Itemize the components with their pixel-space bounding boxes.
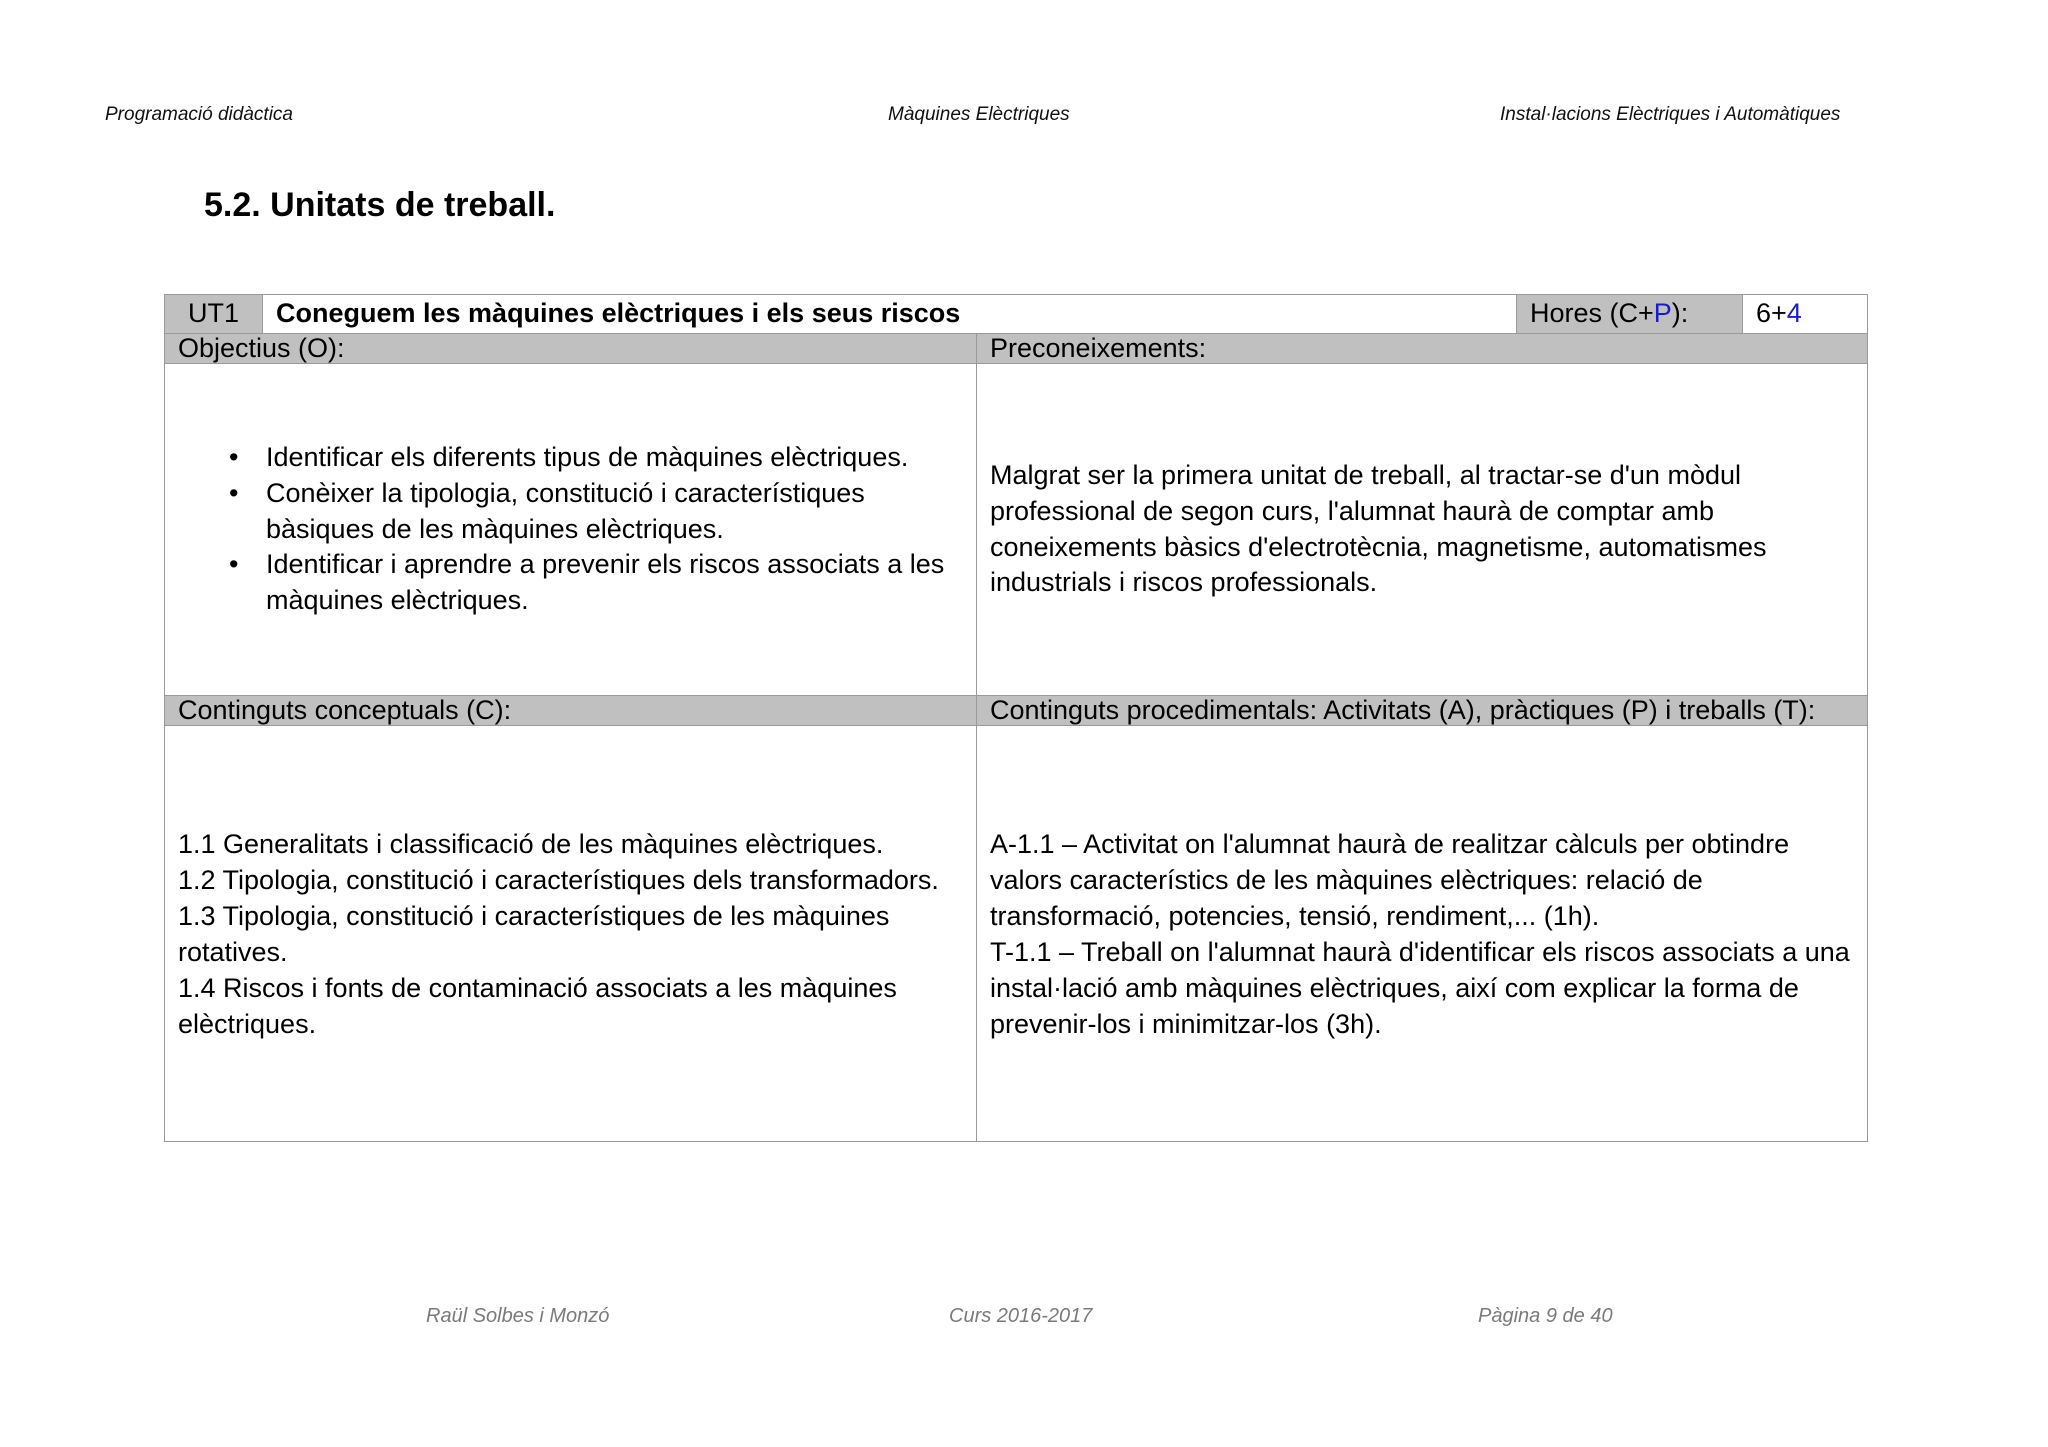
hours-label-prefix: Hores (C+ [1530, 298, 1654, 329]
unit-header-row [165, 295, 1868, 334]
prior-knowledge-text: Malgrat ser la primera unitat de treball, al tractar-se d'un mòdul professional de segon curs, l'alumnat haurà de comptar amb coneixements bàsics d'electrotècnia, magnetisme, automatismes industrials i riscos professionals. [990, 460, 1767, 598]
objective-item: • Conèixer la tipologia, constitució i característiques bàsiques de les màquines elèctriques. [229, 476, 963, 547]
hours-value [1743, 295, 1868, 334]
unit-code: UT1 [165, 295, 263, 334]
footer-author: Raül Solbes i Monzó [426, 1305, 610, 1327]
hours-label [1517, 295, 1743, 334]
prior-knowledge-cell [977, 364, 1868, 696]
header-right: Instal·lacions Elèctriques i Automàtiques [1500, 104, 1841, 125]
procedural-list [990, 826, 1854, 1042]
footer-course: Curs 2016-2017 [949, 1305, 1093, 1327]
objective-item: • Identificar i aprendre a prevenir els riscos associats a les màquines elèctriques. [229, 547, 963, 618]
hours-value-p: 4 [1786, 298, 1802, 329]
content-row-1 [165, 364, 1868, 696]
header-center: Màquines Elèctriques [888, 104, 1070, 125]
objectives-cell [165, 364, 977, 696]
header-left: Programació didàctica [105, 104, 293, 125]
objectives-list [178, 440, 963, 618]
objectives-label: Objectius (O): [165, 334, 977, 364]
hours-label-p: P [1653, 298, 1672, 329]
conceptual-cell [165, 726, 977, 1142]
procedural-item: A-1.1 – Activitat on l'alumnat haurà de realitzar càlculs per obtindre valors característics de les màquines elèctriques: relació de transformació, potencies, tensió, rendiment,... (1h). [990, 828, 1790, 931]
label-row-2 [165, 696, 1868, 726]
conceptual-item: 1.1 Generalitats i classificació de les màquines elèctriques. [178, 828, 884, 859]
hours-label-suffix: ): [1671, 298, 1689, 329]
conceptual-item: 1.2 Tipologia, constitució i característiques dels transformadors. [178, 864, 939, 895]
prior-knowledge-label: Preconeixements: [977, 334, 1868, 364]
unit-table [164, 294, 1868, 1142]
conceptual-label: Continguts conceptuals (C): [165, 696, 977, 726]
conceptual-item: 1.4 Riscos i fonts de contaminació associats a les màquines elèctriques. [178, 972, 897, 1039]
procedural-cell [977, 726, 1868, 1142]
content-row-2 [165, 726, 1868, 1142]
unit-title: Coneguem les màquines elèctriques i els seus riscos [263, 295, 1517, 334]
label-row-1 [165, 334, 1868, 364]
conceptual-item: 1.3 Tipologia, constitució i característiques de les màquines rotatives. [178, 900, 890, 967]
footer-page: Pàgina 9 de 40 [1478, 1305, 1613, 1327]
conceptual-list [178, 826, 963, 1042]
objective-item: • Identificar els diferents tipus de màquines elèctriques. [229, 440, 963, 476]
section-title: 5.2. Unitats de treball. [204, 186, 556, 224]
hours-value-c: 6+ [1756, 298, 1787, 329]
procedural-item: T-1.1 – Treball on l'alumnat haurà d'identificar els riscos associats a una instal·lació amb màquines elèctriques, així com explicar la forma de prevenir-los i minimitzar-los (3h). [990, 936, 1850, 1039]
procedural-label: Continguts procedimentals: Activitats (A), pràctiques (P) i treballs (T): [977, 696, 1868, 726]
